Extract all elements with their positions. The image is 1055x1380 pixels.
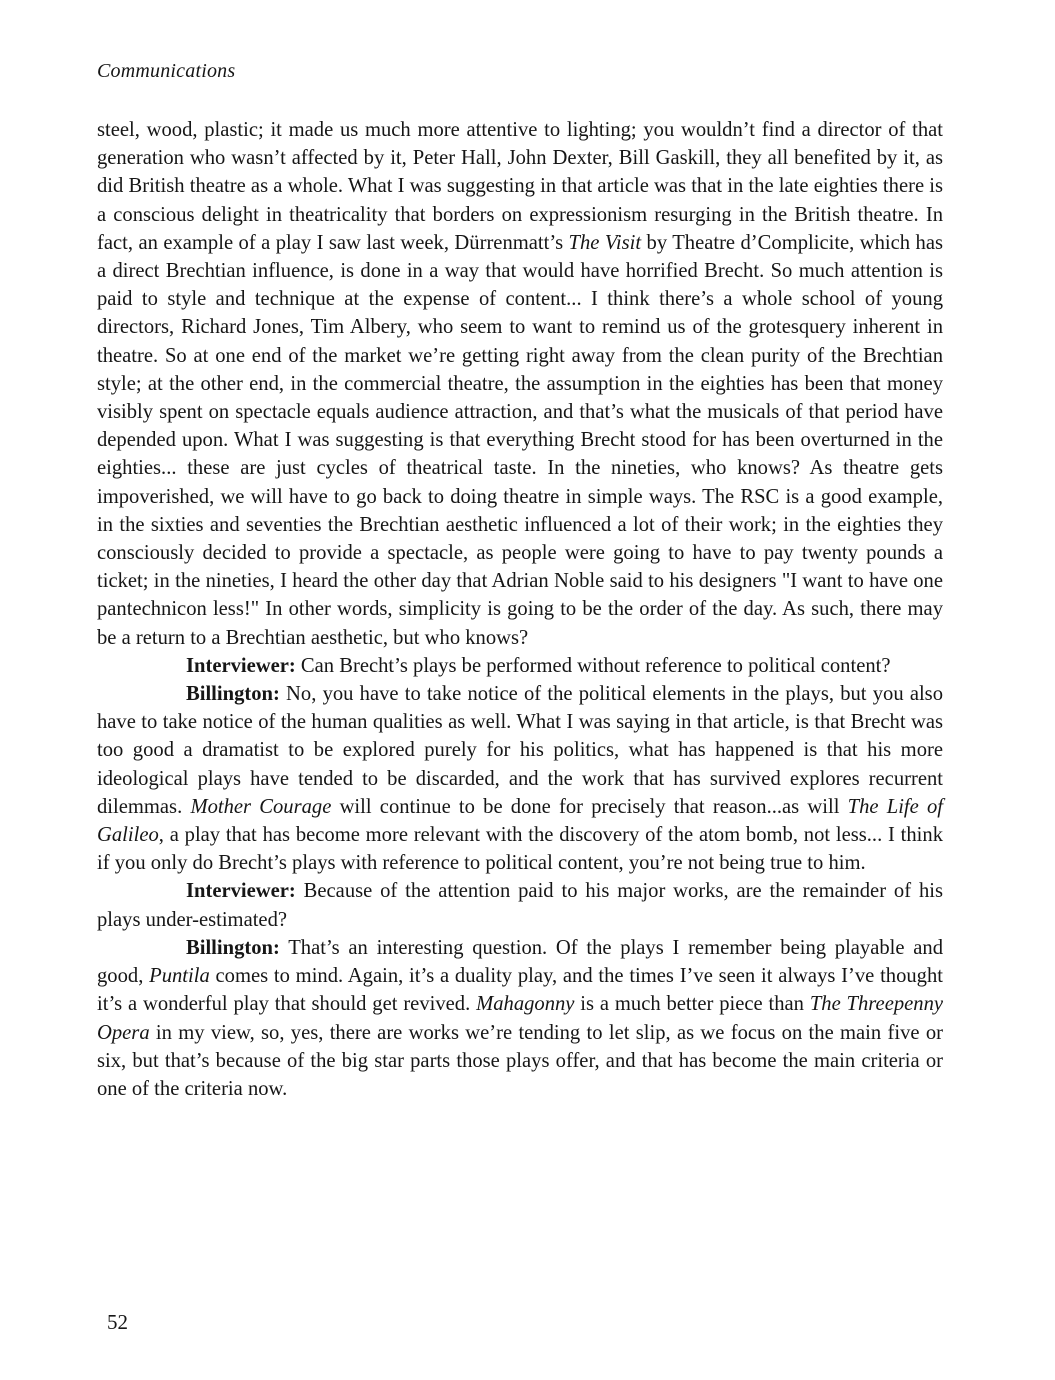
text-run: No, you have to take notice of the political elements in the plays, but you also have to take notice of the human qualities as well. What I was saying in that article, is that Brecht was too good a dramatist to be explored purely for his politics, what has happened is that his more ideological plays have tended to be discarded, and the work that has survived explores recurrent dilemmas. xyxy=(97,683,943,818)
text-run: Can Brecht’s plays be performed without reference to political content? xyxy=(295,654,891,677)
speaker-label: Interviewer: xyxy=(186,654,296,677)
text-run: is a much better piece than xyxy=(574,993,810,1016)
paragraph xyxy=(97,652,943,680)
work-title: The Visit xyxy=(568,231,642,254)
text-run: in my view, so, yes, there are works we’re tending to let slip, as we focus on the main five or six, but that’s because of the big star parts those plays offer, and that has become the main criteria or one of the criteria now. xyxy=(97,1021,943,1100)
work-title: Puntila xyxy=(149,965,210,988)
text-run: Because of the attention paid to his major works, are the remainder of his plays under-estimated? xyxy=(97,880,943,931)
paragraph xyxy=(97,934,943,1103)
page-number: 52 xyxy=(107,1310,128,1334)
speaker-label: Billington: xyxy=(186,936,280,959)
text-run: That’s an interesting question. Of the plays I remember being playable and good, xyxy=(97,936,943,988)
text-run: steel, wood, plastic; it made us much more attentive to lighting; you wouldn’t find a director of that generation who wasn’t affected by it, Peter Hall, John Dexter, Bill Gaskill, they all benefited by it, as did British theatre as a whole. What I was suggesting in that article was that in the late eighties there is a conscious delight in theatricality that borders on expressionism resurging in the British theatre. In fact, an example of a play I saw last week, Dürrenmatt’s xyxy=(97,119,943,254)
speaker-label: Billington: xyxy=(186,683,280,706)
running-header: Communications xyxy=(97,60,236,82)
text-run: by Theatre d’Complicite, which has a direct Brechtian influence, is done in a way that would have horrified Brecht. So much attention is paid to style and technique at the expense of content... I think there’s a whole school of young directors, Richard Jones, Tim Albery, who seem to want to remind us of the grotesquery inherent in theatre. So at one end of the market we’re getting right away from the clean purity of the Brechtian style; at the other end, in the commercial theatre, the assumption in the eighties has been that money visibly spent on spectacle equals audience attraction, and that’s what the musicals of that period have depended upon. What I was suggesting is that everything Brecht stood for has been overturned in the eighties... these are just cycles of theatrical taste. In the nineties, who knows? As theatre gets impoverished, we will have to go back to doing theatre in simple ways. The RSC is a good example, in the sixties and seventies the Brechtian aesthetic influenced a lot of their work; in the eighties they consciously decided to provide a spectacle, as people were going to have to pay twenty pounds a ticket; in the nineties, I heard the other day that Adrian Noble said to his designers "I want to have one pantechnicon less!" In other words, simplicity is going to be the order of the day. As such, there may be a return to a Brechtian aesthetic, but who knows? xyxy=(97,231,943,649)
speaker-label: Interviewer: xyxy=(186,880,296,903)
work-title: Mother Courage xyxy=(190,795,332,818)
paragraph xyxy=(97,680,943,877)
article-body xyxy=(97,116,943,1103)
paragraph xyxy=(97,877,943,933)
text-run: , a play that has become more relevant with the discovery of the atom bomb, not less... I think if you only do Brecht’s plays with reference to political content, you’re not being true to him. xyxy=(97,824,943,875)
work-title: The Threepenny Opera xyxy=(97,993,944,1044)
work-title: Mahagonny xyxy=(476,993,575,1016)
paragraph xyxy=(97,116,943,652)
text-run: will continue to be done for precisely that reason...as will xyxy=(331,795,848,818)
text-run: comes to mind. Again, it’s a duality play, and the times I’ve seen it always I’ve thought it’s a wonderful play that should get revived. xyxy=(97,965,943,1016)
work-title: The Life of Galileo xyxy=(97,795,944,847)
